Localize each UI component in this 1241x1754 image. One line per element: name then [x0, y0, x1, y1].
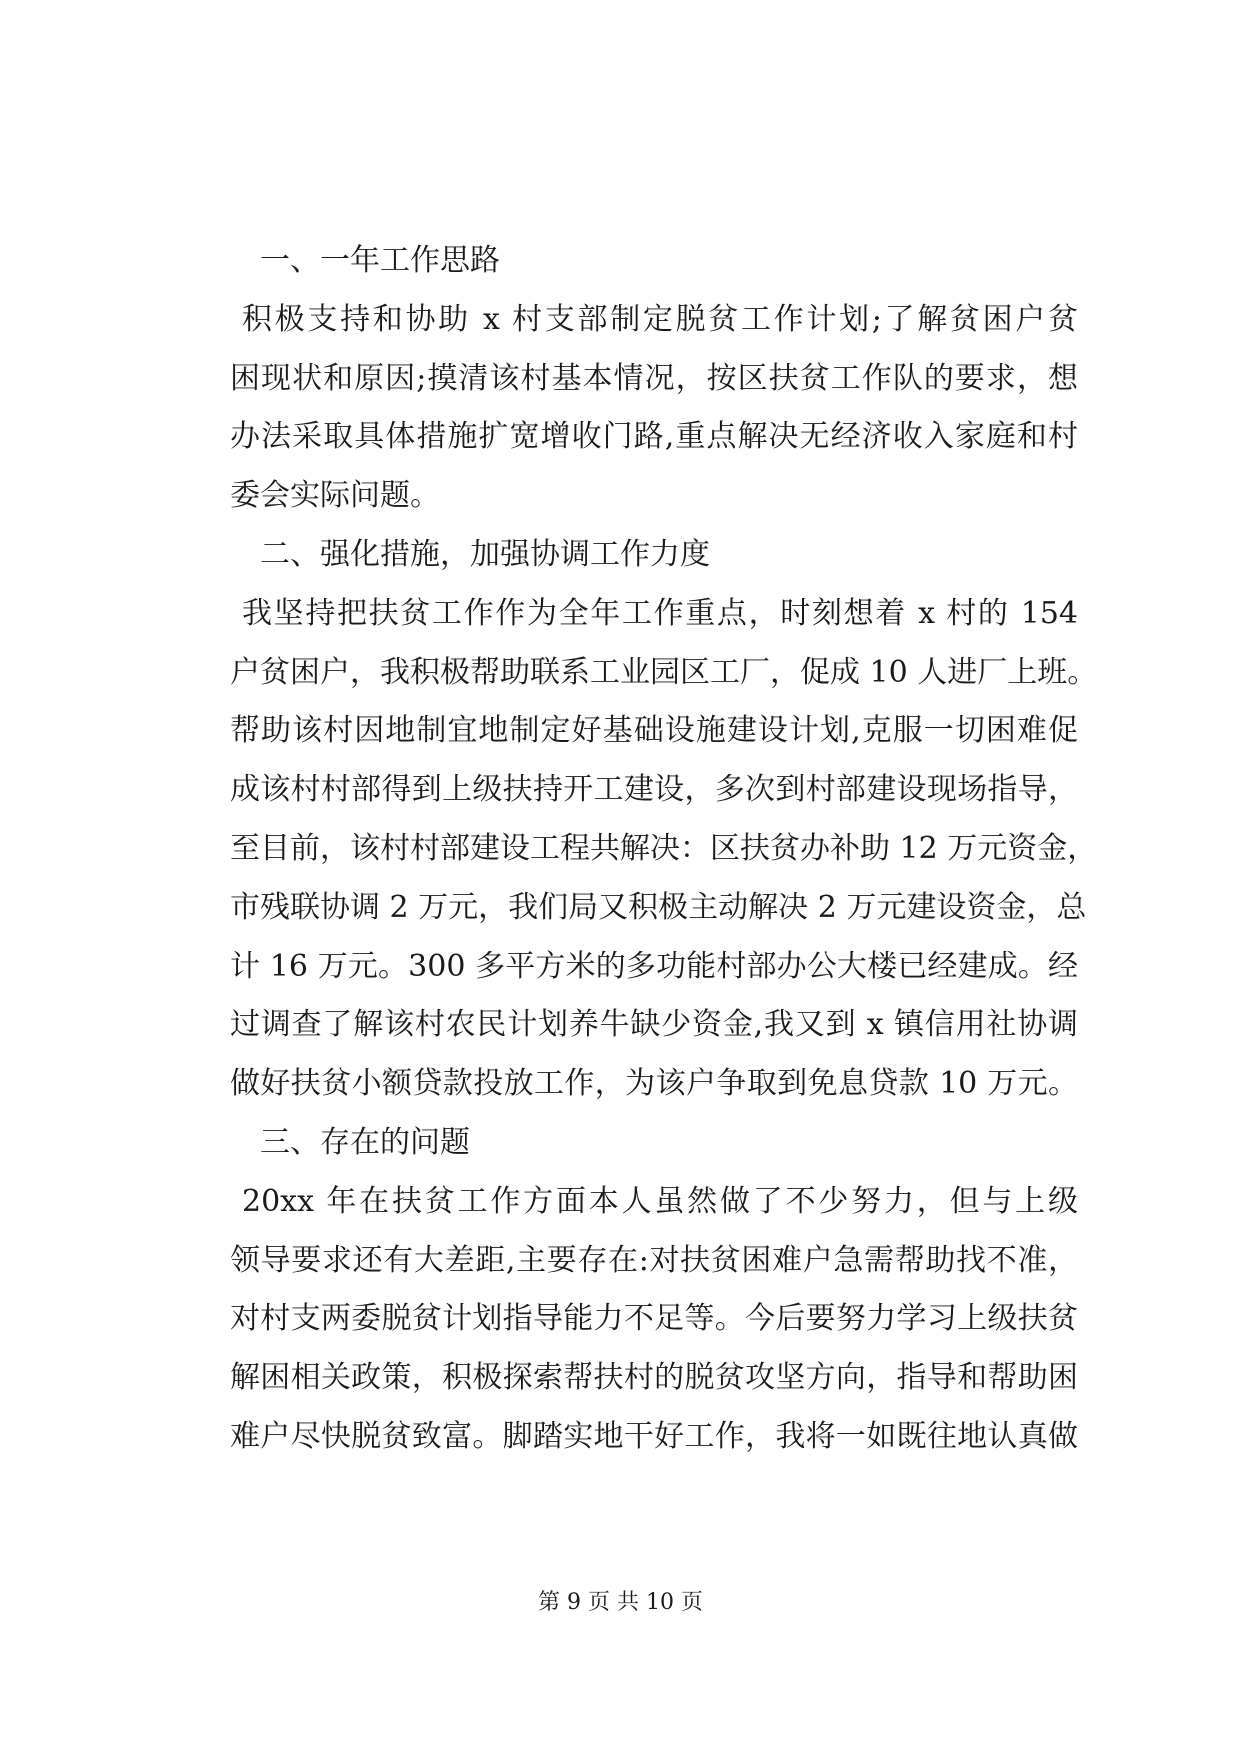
paragraph-2-line-3: 帮助该村因地制宜地制定好基础设施建设计划,克服一切困难促 — [230, 713, 1078, 749]
heading-2: 二、强化措施，加强协调工作力度 — [230, 536, 710, 572]
paragraph-2-line-8: 过调查了解该村农民计划养牛缺少资金,我又到 x 镇信用社协调 — [230, 1007, 1078, 1043]
heading-3: 三、存在的问题 — [230, 1124, 470, 1160]
paragraph-1-line-1: 积极支持和协助 x 村支部制定脱贫工作计划;了解贫困户贫 — [242, 301, 1078, 337]
paragraph-2-line-4: 成该村村部得到上级扶持开工建设，多次到村部建设现场指导， — [230, 772, 1078, 808]
paragraph-3-line-3: 对村支两委脱贫计划指导能力不足等。今后要努力学习上级扶贫 — [230, 1301, 1078, 1337]
paragraph-3-line-4: 解困相关政策，积极探索帮扶村的脱贫攻坚方向，指导和帮助困 — [230, 1360, 1078, 1396]
paragraph-3-line-1: 20xx 年在扶贫工作方面本人虽然做了不少努力，但与上级 — [242, 1183, 1078, 1219]
paragraph-2-line-1: 我坚持把扶贫工作作为全年工作重点，时刻想着 x 村的 154 — [242, 595, 1078, 631]
document-body — [230, 232, 1098, 1467]
paragraph-1-line-3: 办法采取具体措施扩宽增收门路,重点解决无经济收入家庭和村 — [230, 419, 1078, 455]
paragraph-3-line-5: 难户尽快脱贫致富。脚踏实地干好工作，我将一如既往地认真做 — [230, 1418, 1078, 1454]
paragraph-2-line-5: 至目前，该村村部建设工程共解决：区扶贫办补助 12 万元资金， — [230, 830, 1098, 866]
paragraph-3-line-2: 领导要求还有大差距,主要存在:对扶贫困难户急需帮助找不准， — [230, 1242, 1078, 1278]
paragraph-1-line-4: 委会实际问题。 — [230, 478, 440, 514]
paragraph-2-line-2: 户贫困户，我积极帮助联系工业园区工厂，促成 10 人进厂上班。 — [230, 654, 1098, 690]
page-number-footer: 第 9 页 共 10 页 — [538, 1590, 703, 1615]
paragraph-2-line-7: 计 16 万元。300 多平方米的多功能村部办公大楼已经建成。经 — [230, 948, 1078, 984]
paragraph-2-line-9: 做好扶贫小额贷款投放工作，为该户争取到免息贷款 10 万元。 — [230, 1066, 1078, 1102]
paragraph-2-line-6: 市残联协调 2 万元，我们局又积极主动解决 2 万元建设资金，总 — [230, 889, 1087, 925]
heading-1: 一、一年工作思路 — [230, 243, 500, 278]
paragraph-1-line-2: 困现状和原因;摸清该村基本情况，按区扶贫工作队的要求，想 — [230, 360, 1078, 396]
